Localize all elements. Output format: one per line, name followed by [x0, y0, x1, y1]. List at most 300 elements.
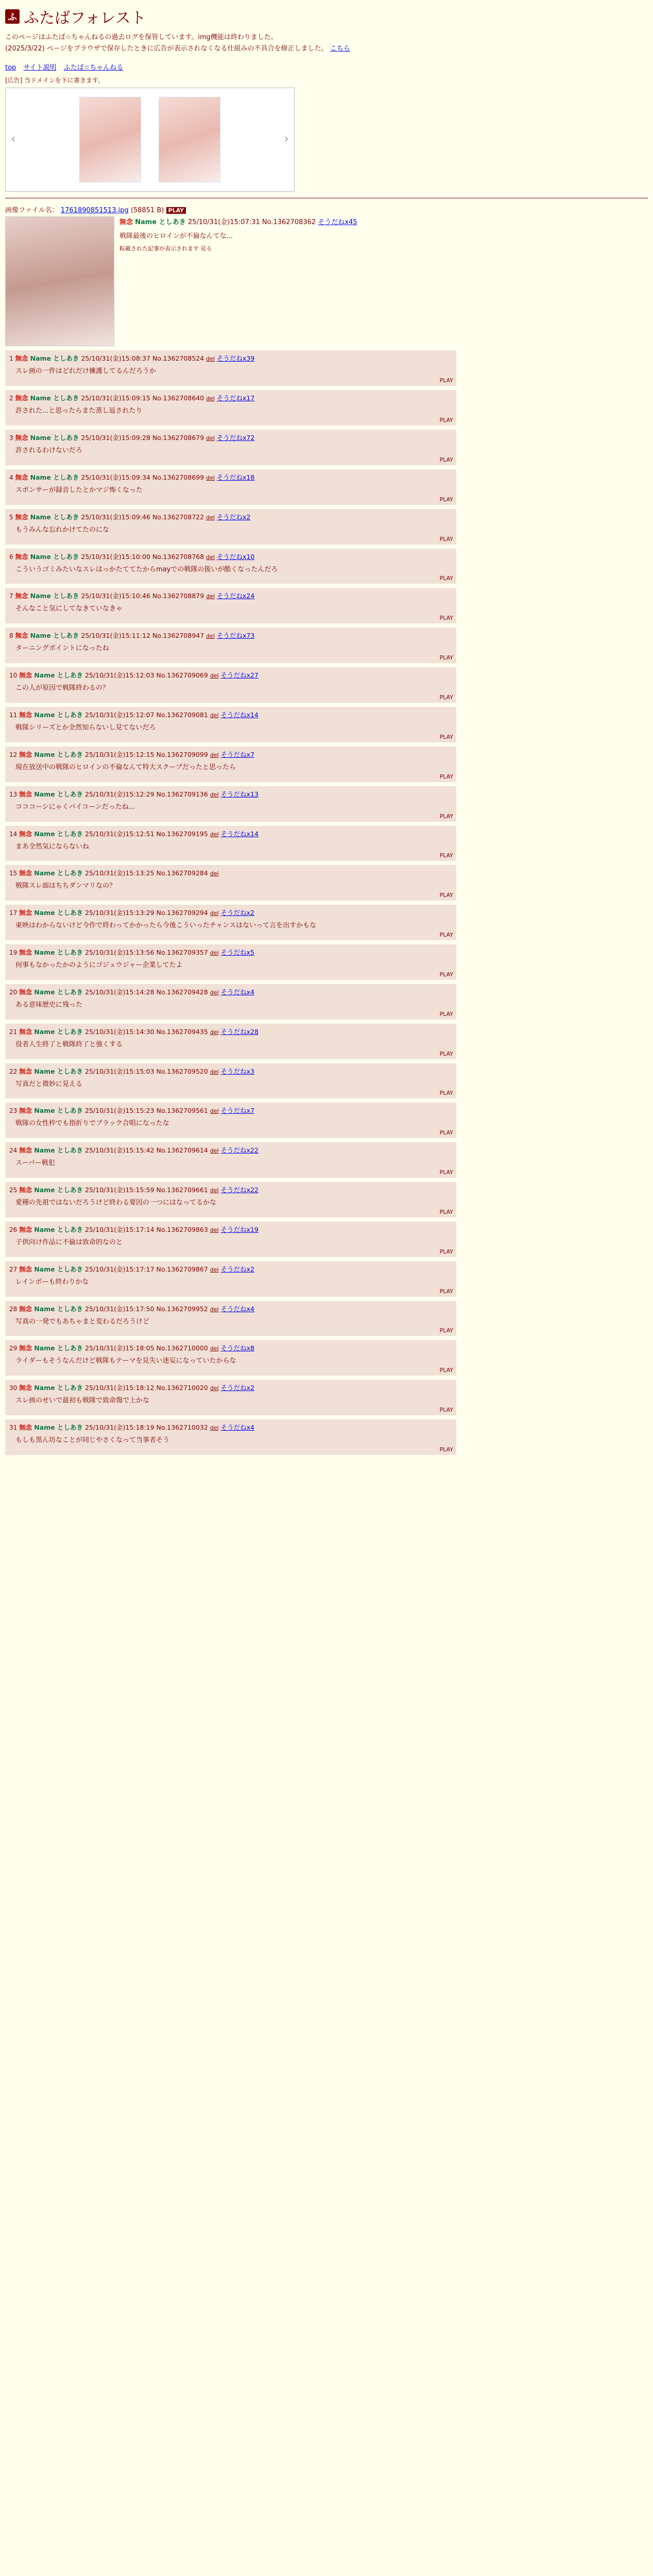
reply-body: 戦隊シリーズとか全然知らないし見てないだろ [15, 723, 156, 732]
soudane-link[interactable]: そうだねx14 [220, 710, 259, 719]
soudane-link[interactable]: そうだねx4 [220, 1423, 254, 1432]
reply-no: No.1362709863 [156, 1225, 208, 1233]
reply-number: 2 [9, 395, 13, 402]
reply-no: No.1362708879 [152, 592, 204, 600]
reply-date: 25/10/31(金)15:12:03 [85, 671, 154, 680]
op-post [5, 216, 648, 346]
reply-body: もうみんな忘れかけてたのにな [15, 526, 110, 534]
reply-number: 14 [9, 830, 18, 838]
del-link[interactable]: del [210, 751, 219, 758]
chevron-right-icon[interactable]: › [284, 131, 289, 146]
reply-header [9, 631, 452, 640]
reply-header [9, 710, 452, 719]
reply-body: 役者人生終了と戦隊終了と強くする [15, 1040, 123, 1048]
notice-link[interactable]: こちら [330, 45, 350, 53]
reply-name: Name としあき [30, 434, 79, 442]
reply-header [9, 1106, 452, 1115]
del-link[interactable]: del [210, 1425, 219, 1432]
reply-body: 現在放送中の戦隊のヒロインの不倫なんて特大スクープだったと思ったら [15, 763, 236, 771]
reply-subject: 無念 [15, 354, 28, 363]
reply-body: スーパー戦犯 [15, 1159, 55, 1167]
play-button[interactable]: PLAY [439, 1090, 453, 1097]
reply-post [5, 430, 456, 465]
reply-body: スレ画のせいで最初も戦隊で致命傷で上かな [15, 1397, 150, 1405]
play-button[interactable]: PLAY [439, 1327, 453, 1334]
reply-number: 3 [9, 434, 13, 442]
reply-no: No.1362710020 [156, 1384, 208, 1392]
nav-futaba-link[interactable]: ふたば☆ちゃんねる [63, 64, 124, 72]
reply-header [9, 1225, 452, 1234]
reply-header [9, 1027, 452, 1036]
soudane-link[interactable]: そうだねx73 [216, 632, 255, 640]
reply-number: 13 [9, 790, 18, 798]
reply-no: No.1362709284 [156, 869, 208, 877]
play-button[interactable]: PLAY [439, 615, 453, 622]
reply-header [9, 829, 452, 838]
reply-post [5, 1340, 456, 1376]
reply-no: No.1362709867 [156, 1265, 208, 1273]
reply-no: No.1362709952 [156, 1304, 208, 1313]
reply-post [5, 588, 456, 623]
soudane-link[interactable]: そうだねx22 [220, 1146, 259, 1155]
reply-subject: 無念 [15, 632, 28, 640]
soudane-link[interactable]: そうだねx14 [220, 829, 259, 838]
play-button[interactable]: PLAY [439, 733, 453, 740]
reply-body: レインボーも終わりかな [15, 1278, 89, 1286]
reply-body: ある意味歴史に残った [15, 1001, 83, 1009]
reply-name: Name としあき [34, 829, 83, 838]
reply-number: 24 [9, 1147, 18, 1155]
reply-date: 25/10/31(金)15:13:56 [85, 948, 154, 957]
reply-header [9, 987, 452, 996]
reply-name: Name としあき [34, 1384, 83, 1392]
reply-number: 4 [9, 473, 13, 481]
reply-post [5, 905, 456, 940]
reply-header [9, 1422, 452, 1432]
play-button[interactable]: PLAY [439, 693, 453, 701]
soudane-link[interactable]: そうだねx4 [220, 988, 254, 996]
reply-header [9, 1304, 452, 1313]
reply-subject: 無念 [19, 1146, 32, 1155]
del-link[interactable]: del [206, 593, 215, 600]
reply-post [5, 1024, 456, 1059]
file-link[interactable]: 1761890851513.jpg [60, 207, 129, 215]
top-nav [5, 62, 648, 72]
reply-number: 20 [9, 988, 18, 996]
play-button[interactable]: PLAY [439, 654, 453, 662]
reply-number: 31 [9, 1424, 18, 1432]
reply-subject: 無念 [19, 790, 32, 798]
reply-no: No.1362708524 [152, 354, 204, 363]
reply-body: 写真の一発でもあちゃまと変わるだろうけど [15, 1317, 150, 1326]
reply-number: 15 [9, 870, 18, 877]
del-link[interactable]: del [210, 950, 219, 957]
reply-date: 25/10/31(金)15:17:14 [85, 1225, 154, 1233]
reply-subject: 無念 [19, 710, 32, 719]
file-info: 画像ファイル名： 1761890851513.jpg (58851 B) PLAY [5, 205, 648, 214]
soudane-link[interactable]: そうだねx28 [220, 1027, 259, 1036]
play-button[interactable]: PLAY [439, 1406, 453, 1414]
play-button[interactable]: PLAY [439, 1367, 453, 1374]
reply-number: 11 [9, 711, 18, 719]
reply-number: 30 [9, 1384, 18, 1392]
op-body-2: 転載された記事が表示されます 見る [119, 245, 212, 252]
reply-no: No.1362708947 [152, 632, 204, 640]
site-title: ふたばフォレスト [24, 9, 146, 27]
reply-post [5, 1261, 456, 1297]
reply-subject: 無念 [19, 1384, 32, 1392]
ad-carousel[interactable] [5, 88, 295, 192]
reply-body: コココーシにゃくバイコーンだったね... [15, 803, 135, 811]
reply-subject: 無念 [19, 1344, 32, 1352]
play-button[interactable]: PLAY [439, 456, 453, 463]
reply-subject: 無念 [15, 513, 28, 521]
reply-number: 22 [9, 1067, 18, 1075]
play-button[interactable]: PLAY [439, 971, 453, 978]
reply-body: 写真だと微妙に見える [15, 1080, 83, 1088]
reply-name: Name としあき [34, 869, 83, 877]
play-button[interactable]: PLAY [439, 1248, 453, 1255]
reply-post [5, 865, 456, 901]
reply-subject: 無念 [15, 434, 28, 442]
reply-name: Name としあき [30, 552, 79, 561]
reply-post [5, 1419, 456, 1455]
del-link[interactable]: del [210, 1385, 219, 1392]
reply-date: 25/10/31(金)15:13:29 [85, 909, 154, 917]
post-list [5, 350, 648, 1455]
play-button[interactable]: PLAY [439, 1169, 453, 1176]
soudane-link[interactable]: そうだねx72 [216, 434, 255, 442]
reply-number: 26 [9, 1226, 18, 1233]
leaf-logo-icon[interactable]: ふ [5, 9, 20, 24]
reply-post [5, 549, 456, 584]
reply-date: 25/10/31(金)15:10:46 [81, 592, 150, 600]
reply-name: Name としあき [30, 513, 79, 521]
soudane-link[interactable]: そうだねx24 [216, 592, 255, 600]
del-link[interactable]: del [210, 1345, 219, 1352]
op-header: 無念 Name としあき 25/10/31(金)15:07:31 No.1362708362 そうだねx45 [119, 218, 357, 227]
soudane-link[interactable]: そうだねx17 [216, 394, 255, 402]
reply-post [5, 1301, 456, 1336]
soudane-link[interactable]: そうだねx18 [216, 473, 255, 481]
soudane-link[interactable]: そうだねx22 [220, 1186, 259, 1194]
soudane-link[interactable]: そうだねx4 [220, 1304, 254, 1313]
reply-name: Name としあき [34, 710, 83, 719]
reply-header [9, 393, 452, 402]
play-button[interactable]: PLAY [439, 1129, 453, 1137]
reply-no: No.1362709520 [156, 1067, 208, 1075]
reply-body: この人が原因で戦隊終わるの？ [15, 684, 110, 692]
del-link[interactable]: del [210, 870, 219, 877]
reply-name: Name としあき [34, 909, 83, 917]
soudane-link[interactable]: そうだねx7 [220, 1107, 254, 1115]
del-link[interactable]: del [210, 1108, 219, 1115]
reply-header [9, 353, 452, 363]
soudane-link[interactable]: そうだねx10 [216, 552, 255, 561]
reply-number: 8 [9, 632, 13, 640]
reply-no: No.1362709435 [156, 1027, 208, 1036]
reply-subject: 無念 [19, 909, 32, 917]
play-button[interactable]: PLAY [439, 1050, 453, 1057]
play-button[interactable]: PLAY [166, 207, 186, 214]
reply-header [9, 433, 452, 442]
reply-no: No.1362709136 [156, 790, 208, 798]
reply-date: 25/10/31(金)15:11:12 [81, 632, 150, 640]
reply-header [9, 472, 452, 482]
reply-header [9, 670, 452, 680]
op-image[interactable] [5, 216, 114, 346]
play-button[interactable]: PLAY [439, 1446, 453, 1453]
play-button[interactable]: PLAY [439, 1287, 453, 1295]
soudane-link[interactable]: そうだねx2 [216, 513, 251, 521]
soudane-link[interactable]: そうだねx27 [220, 671, 259, 680]
reply-no: No.1362709357 [156, 948, 208, 957]
reply-header [9, 591, 452, 600]
reply-name: Name としあき [34, 790, 83, 798]
reply-name: Name としあき [30, 473, 79, 481]
reply-header [9, 908, 452, 917]
reply-body: 許された...と思ったらまた蒸し返されたり [15, 407, 143, 415]
del-link[interactable]: del [210, 1226, 219, 1233]
reply-post [5, 1142, 456, 1178]
reply-number: 28 [9, 1305, 18, 1313]
reply-body: 東映はわからないけど今作で終わってかかったら今後こういったチャンスはないって言を出すかもな [15, 922, 317, 930]
reply-name: Name としあき [34, 1146, 83, 1155]
reply-no: No.1362709294 [156, 909, 208, 917]
notice-line-2: (2025/3/22) ページをブラウザで保存したときに広告が表示されなくなる仕組みの不具合を修正しました。 こちら [5, 45, 350, 53]
reply-no: No.1362710032 [156, 1423, 208, 1432]
reply-header [9, 868, 452, 877]
reply-no: No.1362709099 [156, 750, 208, 758]
del-link[interactable]: del [206, 514, 215, 521]
reply-name: Name としあき [34, 1423, 83, 1432]
reply-number: 5 [9, 513, 13, 521]
reply-post [5, 826, 456, 861]
del-link[interactable]: del [210, 711, 219, 719]
reply-body: そんなこと気にしてなきていなきゃ [15, 605, 123, 613]
reply-name: Name としあき [30, 632, 79, 640]
reply-number: 27 [9, 1265, 18, 1273]
del-link[interactable]: del [210, 1266, 219, 1273]
reply-subject: 無念 [15, 394, 28, 402]
reply-post [5, 509, 456, 545]
del-link[interactable]: del [210, 672, 219, 680]
play-button[interactable]: PLAY [439, 575, 453, 582]
reply-date: 25/10/31(金)15:08:37 [81, 354, 150, 363]
del-link[interactable]: del [210, 1306, 219, 1313]
nav-top-link[interactable]: top [5, 64, 16, 72]
soudane-link[interactable]: そうだねx2 [220, 909, 254, 917]
soudane-link[interactable]: そうだねx7 [220, 750, 254, 758]
ad-image-1[interactable] [79, 97, 141, 182]
play-button[interactable]: PLAY [439, 892, 453, 899]
reply-date: 25/10/31(金)15:12:29 [85, 790, 154, 798]
del-link[interactable]: del [210, 791, 219, 798]
reply-no: No.1362709561 [156, 1107, 208, 1115]
reply-date: 25/10/31(金)15:13:25 [85, 869, 154, 877]
reply-date: 25/10/31(金)15:14:28 [85, 988, 154, 996]
reply-header [9, 512, 452, 521]
reply-subject: 無念 [19, 1027, 32, 1036]
del-link[interactable]: del [210, 1068, 219, 1075]
reply-no: No.1362708640 [152, 394, 204, 402]
reply-post [5, 707, 456, 742]
reply-name: Name としあき [34, 671, 83, 680]
reply-subject: 無念 [19, 1107, 32, 1115]
reply-body: まあ全然気にならないね [15, 842, 90, 851]
reply-body: ライダーもそうなんだけど戦隊もテーマを見失い迷妄になっていたからな [15, 1357, 236, 1365]
nav-map-link[interactable]: サイト説明 [23, 64, 57, 72]
reply-date: 25/10/31(金)15:12:15 [85, 750, 154, 758]
soudane-link[interactable]: そうだねx2 [220, 1265, 254, 1273]
reply-header [9, 1145, 452, 1155]
reply-post [5, 1103, 456, 1138]
play-button[interactable]: PLAY [439, 377, 453, 384]
reply-subject: 無念 [15, 552, 28, 561]
reply-date: 25/10/31(金)15:09:34 [81, 473, 150, 481]
play-button[interactable]: PLAY [439, 773, 453, 780]
del-link[interactable]: del [206, 633, 215, 640]
reply-number: 12 [9, 751, 18, 758]
reply-post [5, 350, 456, 386]
del-link[interactable]: del [206, 553, 215, 561]
reply-post [5, 1063, 456, 1099]
reply-no: No.1362710000 [156, 1344, 208, 1352]
reply-name: Name としあき [34, 1304, 83, 1313]
play-button[interactable]: PLAY [439, 931, 453, 939]
reply-name: Name としあき [30, 354, 79, 363]
reply-subject: 無念 [19, 1265, 32, 1273]
del-link[interactable]: del [210, 1187, 219, 1194]
ad-image-2[interactable] [159, 97, 220, 182]
reply-subject: 無念 [19, 1225, 32, 1233]
soudane-link[interactable]: そうだねx5 [220, 948, 254, 957]
reply-subject: 無念 [19, 869, 32, 877]
reply-subject: 無念 [19, 1067, 32, 1075]
reply-number: 1 [9, 355, 13, 363]
play-button[interactable]: PLAY [439, 852, 453, 859]
del-link[interactable]: del [206, 435, 215, 442]
reply-no: No.1362708768 [152, 552, 204, 561]
reply-header [9, 1066, 452, 1076]
reply-no: No.1362709069 [156, 671, 208, 680]
reply-subject: 無念 [15, 473, 28, 481]
notice-line-1: このページはふたば☆ちゃんねるの過去ログを保管しています。img機能は終わりました。 [5, 33, 278, 41]
reply-header [9, 947, 452, 957]
reply-date: 25/10/31(金)15:15:59 [85, 1186, 154, 1194]
reply-subject: 無念 [19, 750, 32, 758]
del-link[interactable]: del [210, 831, 219, 838]
reply-date: 25/10/31(金)15:09:28 [81, 434, 150, 442]
op-body-1: 戦隊最後のヒロインが不倫なんてな... [119, 232, 233, 241]
reply-body: 許されるわけないだろ [15, 447, 83, 455]
reply-date: 25/10/31(金)15:17:50 [85, 1304, 154, 1313]
reply-post [5, 390, 456, 426]
reply-body: 子供向け作品に不倫は致命的なのと [15, 1238, 123, 1246]
reply-post [5, 667, 456, 703]
reply-name: Name としあき [34, 750, 83, 758]
reply-name: Name としあき [34, 1265, 83, 1273]
reply-post [5, 628, 456, 663]
reply-number: 25 [9, 1187, 18, 1194]
play-button[interactable]: PLAY [439, 812, 453, 820]
reply-post [5, 984, 456, 1020]
del-link[interactable]: del [210, 910, 219, 917]
site-header [5, 5, 648, 28]
reply-body: ターニングポイントになったね [15, 645, 109, 653]
reply-post [5, 786, 456, 822]
soudane-link[interactable]: そうだねx2 [220, 1384, 254, 1392]
reply-date: 25/10/31(金)15:14:30 [85, 1027, 154, 1036]
reply-name: Name としあき [34, 948, 83, 957]
reply-number: 17 [9, 909, 18, 917]
del-link[interactable]: del [206, 395, 215, 402]
play-button[interactable]: PLAY [439, 1208, 453, 1215]
ad-label: [広告] 当ドメインを下に書きます。 [5, 77, 104, 84]
reply-no: No.1362709428 [156, 988, 208, 996]
reply-date: 25/10/31(金)15:10:00 [81, 552, 150, 561]
reply-no: No.1362708722 [152, 513, 204, 521]
play-button[interactable]: PLAY [439, 535, 453, 543]
reply-body: 愛種の先祖ではないだろうけど終わる要因の一つにはなってるかな [15, 1199, 217, 1207]
del-link[interactable]: del [206, 355, 215, 363]
reply-subject: 無念 [19, 948, 32, 957]
soudane-link[interactable]: そうだねx39 [216, 354, 255, 363]
play-button[interactable]: PLAY [439, 496, 453, 503]
play-button[interactable]: PLAY [439, 417, 453, 424]
reply-header [9, 1343, 452, 1352]
reply-post [5, 1380, 456, 1415]
play-button[interactable]: PLAY [439, 1010, 453, 1018]
reply-post [5, 1222, 456, 1257]
reply-header [9, 552, 452, 561]
reply-body: 何事もなかったかのようにゴジュウジャー企業してたよ [15, 961, 183, 970]
reply-date: 25/10/31(金)15:15:42 [85, 1146, 154, 1155]
reply-body: こういうゴミみたいなスレはっかたててたからmayでの戦隊の扱いが酷くなったんだろ [15, 565, 278, 573]
reply-date: 25/10/31(金)15:15:23 [85, 1107, 154, 1115]
reply-number: 19 [9, 949, 18, 957]
reply-date: 25/10/31(金)15:18:19 [85, 1423, 154, 1432]
op-soudane[interactable]: そうだねx45 [318, 218, 357, 227]
reply-date: 25/10/31(金)15:18:05 [85, 1344, 154, 1352]
reply-post [5, 747, 456, 782]
del-link[interactable]: del [210, 1028, 219, 1036]
reply-date: 25/10/31(金)15:18:12 [85, 1384, 154, 1392]
reply-date: 25/10/31(金)15:12:51 [85, 829, 154, 838]
reply-header [9, 789, 452, 799]
reply-no: No.1362709081 [156, 710, 208, 719]
soudane-link[interactable]: そうだねx19 [220, 1225, 259, 1233]
soudane-link[interactable]: そうだねx3 [220, 1067, 254, 1075]
reply-number: 21 [9, 1028, 18, 1036]
reply-no: No.1362709195 [156, 829, 208, 838]
reply-date: 25/10/31(金)15:12:07 [85, 710, 154, 719]
reply-name: Name としあき [30, 592, 79, 600]
reply-name: Name としあき [34, 988, 83, 996]
del-link[interactable]: del [210, 989, 219, 996]
reply-subject: 無念 [19, 1304, 32, 1313]
reply-date: 25/10/31(金)15:15:03 [85, 1067, 154, 1075]
del-link[interactable]: del [206, 474, 215, 481]
reply-body: 戦隊スレ面はちちダンマリなの？ [15, 882, 116, 890]
del-link[interactable]: del [210, 1147, 219, 1155]
soudane-link[interactable]: そうだねx8 [220, 1344, 254, 1352]
reply-no: No.1362708679 [152, 434, 204, 442]
chevron-left-icon[interactable]: ‹ [11, 131, 16, 146]
soudane-link[interactable]: そうだねx13 [220, 790, 259, 798]
reply-date: 25/10/31(金)15:09:46 [81, 513, 150, 521]
reply-body: スポンサーが録音したとかマジ怖くなった [15, 486, 143, 494]
